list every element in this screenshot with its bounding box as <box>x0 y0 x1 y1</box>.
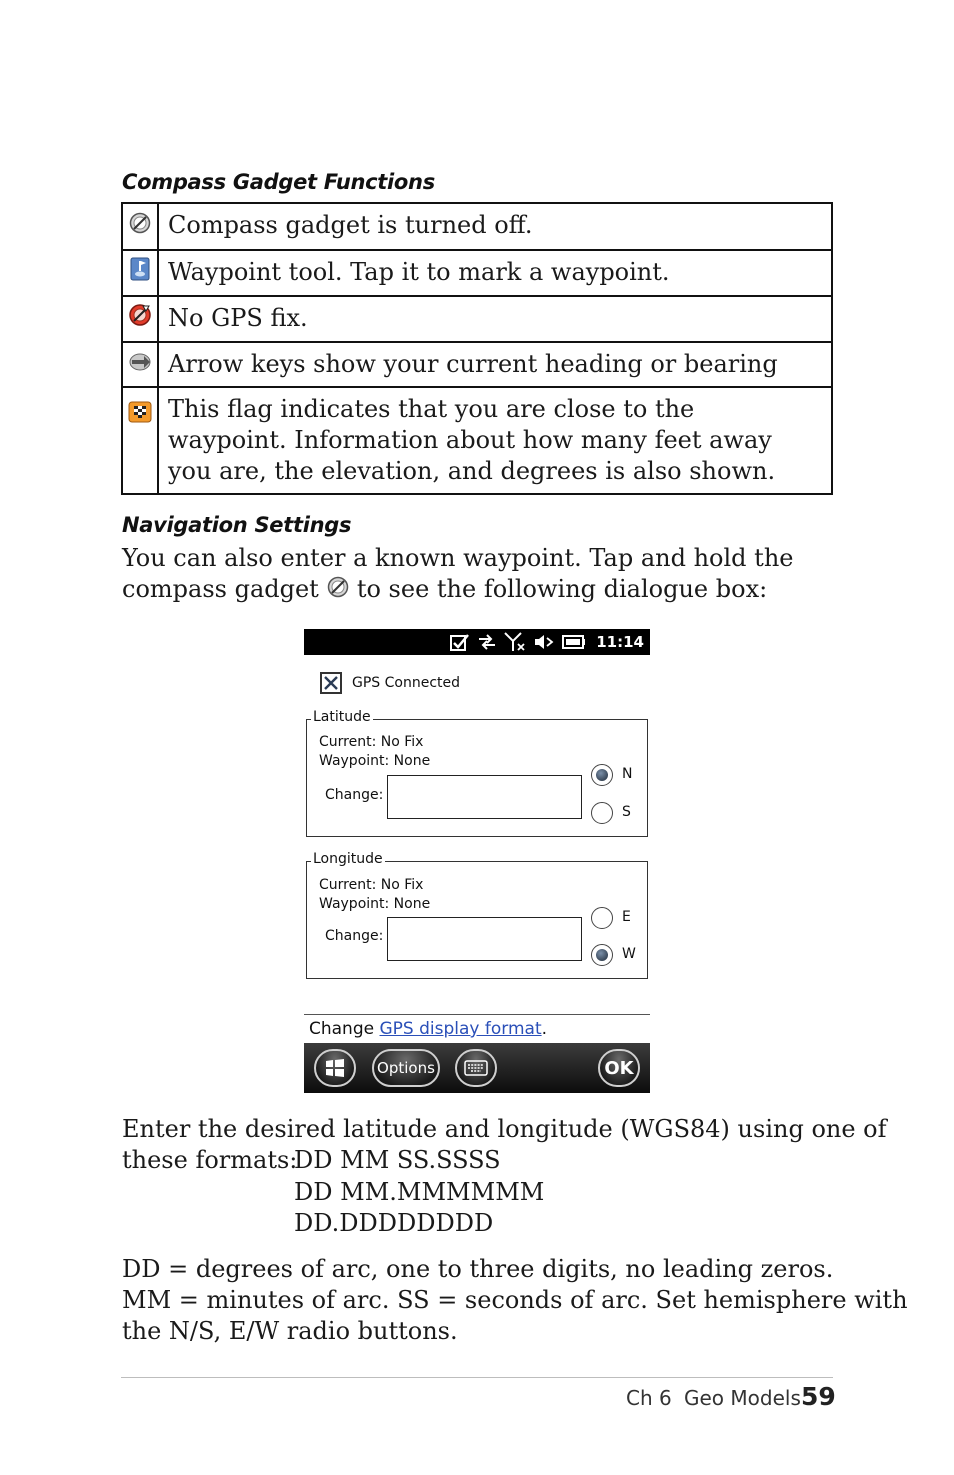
start-button[interactable] <box>314 1049 356 1087</box>
speaker-muted-icon[interactable] <box>533 633 555 651</box>
heading-arrow-icon <box>128 350 152 372</box>
format-item: DD MM.MMMMMM <box>294 1178 545 1206</box>
softkey-bar <box>304 1043 650 1093</box>
waypoint-tool-icon <box>130 257 150 281</box>
footer-section: Geo Models <box>684 1386 801 1410</box>
latitude-title: Latitude <box>313 709 371 725</box>
format-item: DD MM SS.SSSS <box>294 1146 501 1174</box>
intro-text-before: compass gadget <box>122 575 319 603</box>
intro-text-after: to see the following dialogue box: <box>356 575 768 603</box>
footer-rule <box>121 1377 833 1378</box>
longitude-east-radio[interactable] <box>591 907 613 929</box>
inline-compass-icon <box>327 575 349 606</box>
longitude-change-input[interactable] <box>387 917 582 961</box>
no-signal-icon[interactable] <box>504 632 526 652</box>
latitude-change-label: Change: <box>325 787 384 803</box>
gps-format-prefix: Change <box>309 1019 380 1039</box>
longitude-waypoint: Waypoint: None <box>319 896 431 912</box>
keyboard-icon <box>464 1060 488 1076</box>
notification-check-icon[interactable] <box>450 633 470 651</box>
longitude-group <box>306 851 648 979</box>
formats-intro: Enter the desired latitude and longitude (WGS84) using one of <box>122 1115 887 1143</box>
formats-label: these formats: <box>122 1146 298 1174</box>
table-icon-cell <box>122 250 158 296</box>
table-row-text: This flag indicates that you are close to the waypoint. Information about how many feet away you are, the elevation, and degrees is also shown. <box>158 387 832 494</box>
gps-dialog-screenshot <box>304 629 650 1093</box>
latitude-change-input[interactable] <box>387 775 582 819</box>
table-row-text: Waypoint tool. Tap it to mark a waypoint. <box>158 250 832 296</box>
table-row-text: No GPS fix. <box>158 296 832 342</box>
table-row <box>122 387 832 494</box>
latitude-north-label: N <box>622 766 633 782</box>
navigation-intro-line1: You can also enter a known waypoint. Tap and hold the <box>122 544 794 572</box>
latitude-north-radio[interactable] <box>591 764 613 786</box>
compass-off-icon <box>129 212 151 234</box>
navigation-section-heading: Navigation Settings <box>122 513 352 537</box>
gps-connected-checkbox[interactable] <box>320 672 342 694</box>
table-row <box>122 203 832 250</box>
definition-line: MM = minutes of arc. SS = seconds of arc. Set hemisphere with <box>122 1286 908 1314</box>
table-row-text: Compass gadget is turned off. <box>158 203 832 250</box>
battery-icon[interactable] <box>562 634 586 650</box>
latitude-waypoint: Waypoint: None <box>319 753 431 769</box>
table-icon-cell <box>122 203 158 250</box>
keyboard-button[interactable] <box>455 1049 497 1087</box>
longitude-change-label: Change: <box>325 928 384 944</box>
longitude-title: Longitude <box>313 851 383 867</box>
latitude-current: Current: No Fix <box>319 734 424 750</box>
options-button[interactable]: Options <box>372 1049 440 1087</box>
ok-button[interactable]: OK <box>598 1049 640 1087</box>
latitude-group <box>306 709 648 837</box>
checkered-flag-icon <box>128 401 152 423</box>
table-icon-cell <box>122 342 158 387</box>
footer-chapter: Ch 6 <box>626 1386 672 1410</box>
longitude-current: Current: No Fix <box>319 877 424 893</box>
longitude-west-radio[interactable] <box>591 944 613 966</box>
gps-connected-label: GPS Connected <box>352 675 461 691</box>
data-transfer-icon[interactable] <box>477 633 497 651</box>
gps-display-format-link[interactable]: GPS display format <box>379 1019 542 1039</box>
definition-line: the N/S, E/W radio buttons. <box>122 1317 458 1345</box>
table-icon-cell <box>122 296 158 342</box>
table-row <box>122 296 832 342</box>
latitude-south-radio[interactable] <box>591 802 613 824</box>
navigation-intro-line2 <box>122 574 767 606</box>
definition-line: DD = degrees of arc, one to three digits, no leading zeros. <box>122 1255 834 1283</box>
format-item: DD.DDDDDDDD <box>294 1209 494 1237</box>
checkbox-x-icon <box>322 674 340 692</box>
table-icon-cell <box>122 387 158 494</box>
windows-logo-icon <box>324 1058 346 1078</box>
longitude-east-label: E <box>622 909 631 925</box>
status-bar <box>304 629 650 655</box>
gps-format-divider <box>304 1014 650 1015</box>
gps-format-suffix: . <box>541 1019 548 1039</box>
compass-functions-table <box>121 202 833 495</box>
compass-section-heading: Compass Gadget Functions <box>122 170 435 194</box>
table-row <box>122 250 832 296</box>
longitude-west-label: W <box>622 946 636 962</box>
latitude-south-label: S <box>622 804 631 820</box>
table-row-text: Arrow keys show your current heading or bearing <box>158 342 832 387</box>
status-clock: 11:14 <box>596 633 644 651</box>
gps-format-row <box>309 1019 547 1039</box>
page-number: 59 <box>801 1382 836 1411</box>
table-row <box>122 342 832 387</box>
no-gps-fix-icon <box>128 303 152 327</box>
